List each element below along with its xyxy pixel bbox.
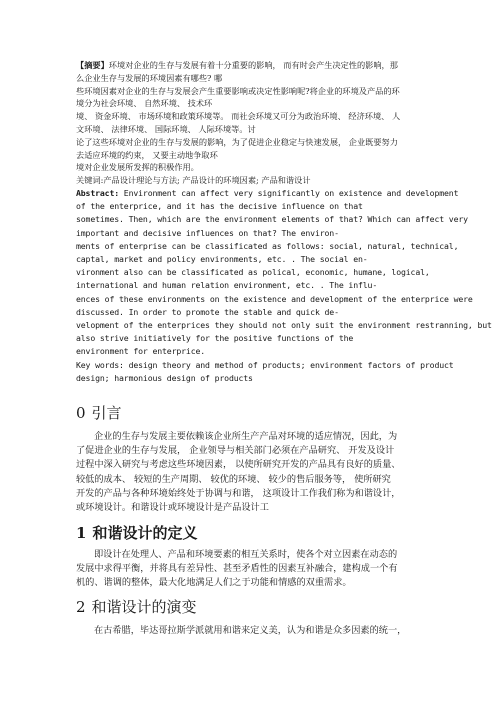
section-heading: 2 和谐设计的演变: [76, 598, 197, 616]
en-abstract-label: Abstract:: [76, 187, 120, 198]
section-0-line-0: 企业的生存与发展主要依赖该企业所生产产品对环境的适应情况，因此，为: [94, 431, 398, 442]
section-1-line-2: 机的、谐调的整体，最大化地满足人们之于功能和情感的双重需求。: [76, 577, 352, 589]
en-abstract-line-3: important and decisive influences on that? The environ-: [76, 227, 339, 238]
cn-keywords: 关键词:产品设计理论与方法; 产品设计的环境因素; 产品和谐设计: [76, 175, 311, 186]
en-abstract-line-11: also strive initiatively for the positive functions of the: [76, 333, 354, 344]
cn-abstract-line-0: 【摘要】环境对企业的生存与发展有着十分重要的影响， 而有时会产生决定性的影响，那: [76, 60, 398, 70]
en-abstract-line-6: vironment also can be classificated as polical, economic, humane, logical,: [76, 267, 430, 278]
section-definition: [76, 524, 432, 591]
cn-abstract-line-2: 些环境因素对企业的生存与发展会产生重要影响或决定性影响呢?将企业的环境及产品的环: [76, 85, 400, 96]
abstract-block: [76, 59, 492, 385]
en-keywords-line-0: Key words: design theory and method of products; environment factors of product: [76, 359, 454, 370]
en-keywords-line-1: design; harmonious design of products: [76, 372, 253, 383]
section-introduction: [76, 404, 432, 515]
en-abstract-line-2: sometimes. Then, which are the environment elements of that? Which can affect very: [76, 214, 468, 225]
en-abstract-line-10: velopment of the enterprices they should not only suit the environment restranning, but: [76, 320, 492, 330]
cn-abstract-line-3: 境分为社会环境、 自然环境、 技术环: [76, 98, 213, 109]
section-1-line-1: 发展中求得平衡，并将具有差异性、甚至矛盾性的因素互补融合，建构成一个有: [76, 563, 398, 575]
en-abstract-line-12: environment for enterprice.: [76, 346, 206, 357]
section-0-line-5: 或环境设计。和谐设计或环境设计是产品设计工: [76, 502, 269, 514]
section-2-line-0: 在古希腊，毕达哥拉斯学派就用和谐来定义美，认为和谐是众多因素的统一，: [94, 625, 407, 636]
section-0-line-1: 了促进企业的生存与发展， 企业领导与相关部门必须在产品研究、 开发及设计: [76, 445, 395, 457]
cn-abstract-line-6: 论了这些环境对企业的生存与发展的影响，为了促进企业稳定与快速发展， 企业既要努力: [76, 136, 398, 147]
cn-abstract-line-7: 去适应环境的约束， 又要主动地争取环: [76, 149, 218, 160]
cn-abstract-line-8: 境对企业发展所发挥的积极作用。: [76, 162, 199, 173]
section-0-line-2: 过程中深入研究与考虑这些环境因素， 以使所研究开发的产品具有良好的质量、: [76, 459, 401, 471]
en-abstract-line-4: ments of enterprise can be classificated as follows: social, natural, technical,: [76, 240, 459, 251]
section-heading: 1 和谐设计的定义: [76, 524, 198, 542]
en-abstract-line-5: captal, market and policy environments, etc. . The social en-: [76, 253, 368, 264]
cn-abstract-label: 【摘要】: [76, 60, 109, 70]
cn-abstract-line-1: 么企业生存与发展的环境因素有哪些? 哪: [76, 72, 223, 83]
section-evolution: [76, 598, 432, 638]
en-abstract-line-9: discussed. In order to promote the stable and quick de-: [76, 306, 339, 317]
en-abstract-line-7: international and human relation environment, etc. . The influ-: [76, 280, 378, 291]
cn-abstract-line-5: 文环境、 法律环境、 国际环境、 人际环境等。讨: [76, 123, 256, 134]
en-abstract-line-0: Abstract: Environment can affect very significantly on existence and development: [76, 187, 459, 198]
en-abstract-line-8: ences of these environments on the existence and development of the enterprice were: [76, 293, 473, 304]
section-0-line-3: 较低的成本、 较短的生产周期、 较优的环境、 较少的售后服务等， 使所研究: [76, 473, 391, 485]
section-0-line-4: 开发的产品与各种环境始终处于协调与和谐， 这项设计工作我们称为和谐设计，: [76, 487, 401, 499]
en-abstract-line-1: of the enterprice, and it has the decisive influence on that: [76, 201, 363, 212]
section-heading: 0 引言: [76, 404, 122, 422]
section-1-line-0: 即设计在处理人、产品和环境要素的相互关系时，使各个对立因素在动态的: [94, 549, 398, 560]
cn-abstract-line-4: 境、 资金环境、 市场环境和政策环境等。 而社会环境又可分为政治环境、 经济环境、 人: [76, 111, 401, 122]
